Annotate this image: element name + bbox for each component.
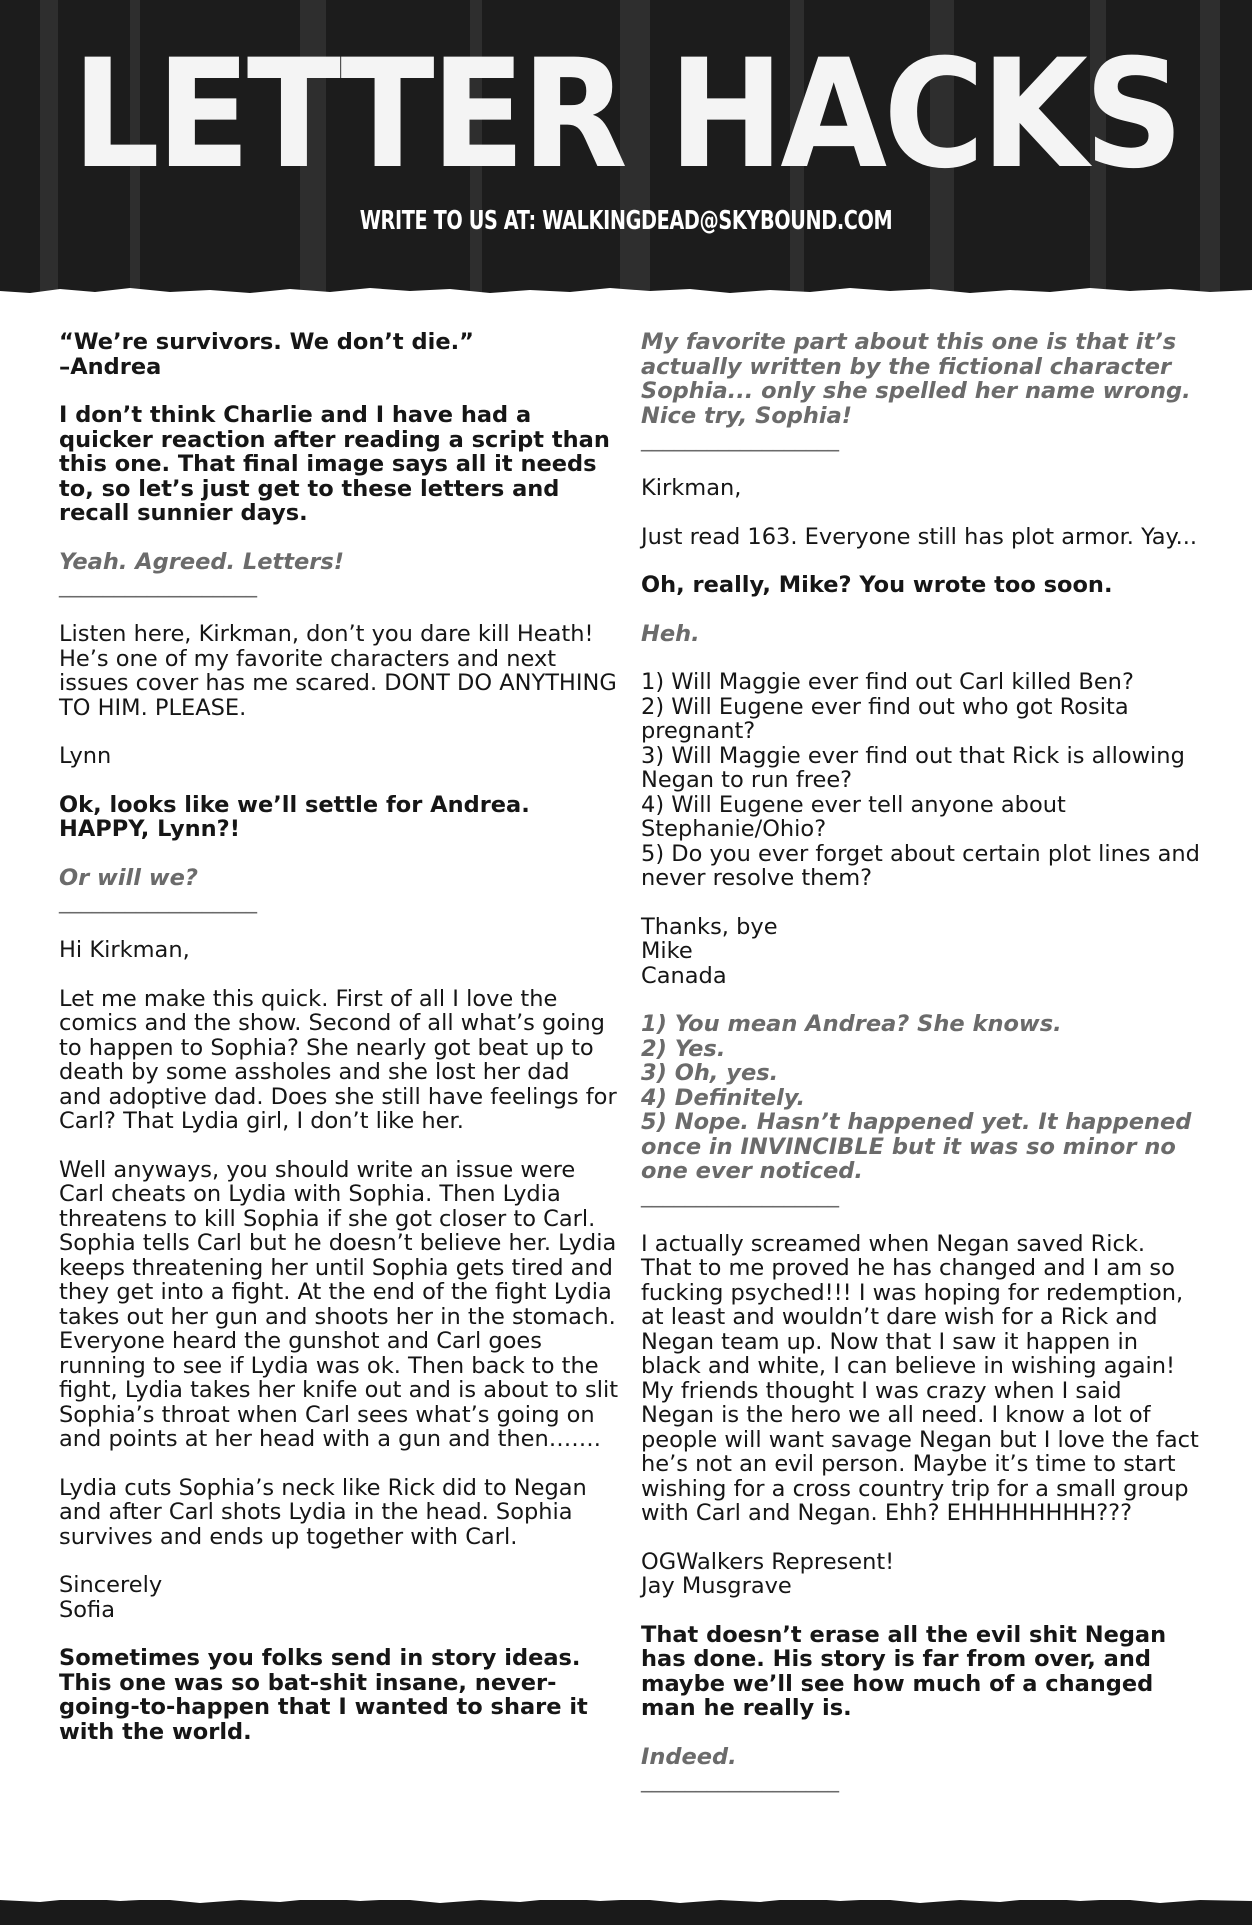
- letter-paragraph: Sometimes you folks send in story ideas. This one was so bat-shit insane, never-going-to-happen that I wanted to share it with the world.: [59, 1645, 588, 1745]
- letter-paragraph: Listen here, Kirkman, don’t you dare kill Heath! He’s one of my favorite characters and next issues cover has me scared. DONT DO ANYTHING TO HIM. PLEASE.: [59, 621, 617, 721]
- letter-separator: __________________: [59, 889, 257, 914]
- letter-paragraph: That doesn’t erase all the evil shit Negan has done. His story is far from over, and maybe we’ll see how much of a changed man he really is.: [641, 1621, 1167, 1721]
- letter-paragraph: Ok, looks like we’ll settle for Andrea. HAPPY, Lynn?!: [59, 791, 530, 842]
- letter-separator: __________________: [641, 1768, 839, 1793]
- letter-paragraph: Yeah. Agreed. Letters!: [59, 548, 344, 575]
- letter-paragraph: I actually screamed when Negan saved Rick. That to me proved he has changed and I am so fucking psyched!!! I was hoping for redemption, at least and wouldn’t dare wish for a Rick and Negan team up. Now that I saw it happen in black and white, I can believe in wishing again! My friends thought I was crazy when I said Negan is the hero we all need. I know a lot of people will want savage Negan but I love the fact he’s not an evil person. Maybe it’s time to start wishing for a cross country trip for a small group with Carl and Negan. Ehh? EHHHHHHHH???: [641, 1230, 1199, 1526]
- letter-paragraph: Lynn: [59, 743, 112, 769]
- contact-email: WRITE TO US AT: WALKINGDEAD@SKYBOUND.COM: [359, 206, 893, 236]
- letter-paragraph: 1) Will Maggie ever find out Carl killed Ben? 2) Will Eugene ever find out who got Rosita pregnant? 3) Will Maggie ever find out that Rick is allowing Negan to run free? 4) Will Eugene ever tell anyone about Stephanie/Ohio? 5) Do you ever forget about certain plot lines and never resolve them?: [641, 669, 1200, 891]
- letter-paragraph: I don’t think Charlie and I have had a quicker reaction after reading a script than this one. That final image says all it needs to, so let’s just get to these letters and recall sunnier days.: [59, 402, 610, 526]
- letter-paragraph: Just read 163. Everyone still has plot armor. Yay...: [641, 523, 1198, 550]
- letter-paragraph: My favorite part about this one is that it’s actually written by the fictional character Sophia... only she spelled her name wrong. Nice try, Sophia!: [641, 329, 1191, 429]
- header-banner: [0, 0, 1252, 295]
- torn-edge-top: [0, 283, 1252, 297]
- left-letters-column: [59, 330, 619, 1768]
- letter-paragraph: Oh, really, Mike? You wrote too soon.: [641, 572, 1113, 598]
- letter-paragraph: Heh.: [641, 620, 700, 647]
- letter-paragraph: 1) You mean Andrea? She knows. 2) Yes. 3) Oh, yes. 4) Definitely. 5) Nope. Hasn’t happened yet. It happened once in INVINCIBLE but it was so minor no one ever noticed.: [641, 1011, 1192, 1184]
- letter-paragraph: Let me make this quick. First of all I love the comics and the show. Second of all what’s going to happen to Sophia? She nearly got beat up to death by some assholes and she lost her dad and adoptive dad. Does she still have feelings for Carl? That Lydia girl, I don’t like her.: [59, 985, 617, 1134]
- letter-paragraph: Or will we?: [59, 864, 198, 891]
- right-letters-column: [641, 330, 1201, 1817]
- letter-paragraph: “We’re survivors. We don’t die.” –Andrea: [59, 329, 474, 380]
- letter-separator: __________________: [641, 1182, 839, 1208]
- letter-paragraph: Indeed.: [641, 1743, 737, 1770]
- letter-paragraph: Hi Kirkman,: [59, 937, 190, 963]
- letter-paragraph: Thanks, bye Mike Canada: [641, 913, 778, 989]
- letter-paragraph: Kirkman,: [641, 475, 742, 501]
- letter-paragraph: Sincerely Sofia: [59, 1572, 163, 1623]
- letter-paragraph: OGWalkers Represent! Jay Musgrave: [641, 1548, 895, 1599]
- torn-edge-bottom: [0, 1893, 1252, 1907]
- letter-separator: __________________: [641, 427, 839, 452]
- letter-separator: __________________: [59, 573, 257, 598]
- letter-paragraph: Well anyways, you should write an issue were Carl cheats on Lydia with Sophia. Then Lydia threatens to kill Sophia if she got closer to Carl. Sophia tells Carl but he doesn’t believe her. Lydia keeps threatening her until Sophia gets tired and they get into a fight. At the end of the fight Lydia takes out her gun and shoots her in the stomach. Everyone heard the gunshot and Carl goes running to see if Lydia was ok. Then back to the fight, Lydia takes her knife out and is about to slit Sophia’s throat when Carl sees what’s going on and points at her head with a gun and then…….: [59, 1156, 619, 1452]
- letter-paragraph: Lydia cuts Sophia’s neck like Rick did to Negan and after Carl shots Lydia in the head. Sophia survives and ends up together with Carl.: [59, 1474, 587, 1550]
- page-title: LETTER HACKS: [72, 28, 1180, 202]
